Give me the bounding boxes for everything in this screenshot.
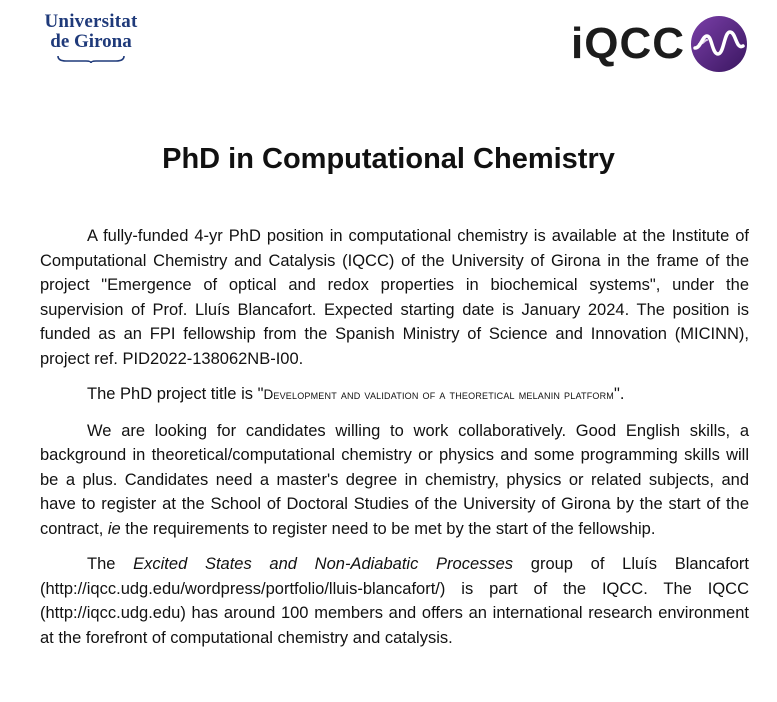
- group-name-italic: Excited States and Non-Adiabatic Processes: [133, 555, 514, 573]
- udg-bracket-icon: [56, 54, 126, 64]
- paragraph-requirements-before: We are looking for candidates willing to work collaboratively. Good English skills, a background in theoretical/computational chemistry or physics and some programming skills will be a plus. Candidates need a master's degree in chemistry, physics or related subjects, and have to register at the School of Doctoral Studies of the University of Girona by the start of the contract,: [40, 421, 749, 538]
- paragraph-group: [40, 552, 749, 650]
- udg-logo-line2: de Girona: [50, 31, 132, 52]
- paragraph-requirements: [40, 419, 749, 542]
- udg-logo: [36, 12, 146, 72]
- iqcc-logo: [571, 14, 749, 74]
- project-title-smallcaps: Development and validation of a theoretical melanin platform: [263, 387, 614, 402]
- iqcc-logo-text: iQCC: [571, 19, 685, 68]
- udg-logo-line1: Universitat: [44, 11, 138, 32]
- paragraph-group-after: group of Lluís Blancafort (http://iqcc.udg.edu/wordpress/portfolio/lluis-blancafort/) is part of the IQCC. The IQCC (http://iqcc.udg.edu) has around 100 members and offers an international research environment at the forefront of computational chemistry and catalysis.: [40, 555, 749, 647]
- paragraph-project-title: [40, 382, 749, 408]
- page-title: PhD in Computational Chemistry: [162, 143, 615, 175]
- paragraph-intro-text: A fully-funded 4-yr PhD position in computational chemistry is available at the Institute of Computational Chemistry and Catalysis (IQCC) of the University of Girona in the frame of the project "Emergence of optical and redox properties in biochemical systems", under the supervision of Prof. Lluís Blancafort. Expected starting date is January 2024. The position is funded as an FPI fellowship from the Spanish Ministry of Science and Innovation (MICINN), project ref. PID2022-138062NB-I00.: [40, 227, 749, 368]
- paragraph-requirements-after: the requirements to register need to be met by the start of the fellowship.: [120, 519, 656, 538]
- paragraph-project-title-before: The PhD project title is ": [87, 385, 264, 403]
- paragraph-group-before: The: [87, 555, 134, 573]
- body-text: [40, 224, 749, 661]
- iqcc-wave-icon: [689, 14, 749, 74]
- paragraph-intro: [40, 224, 749, 371]
- paragraph-project-title-after: ".: [614, 385, 625, 403]
- paragraph-requirements-italic: ie: [107, 519, 121, 538]
